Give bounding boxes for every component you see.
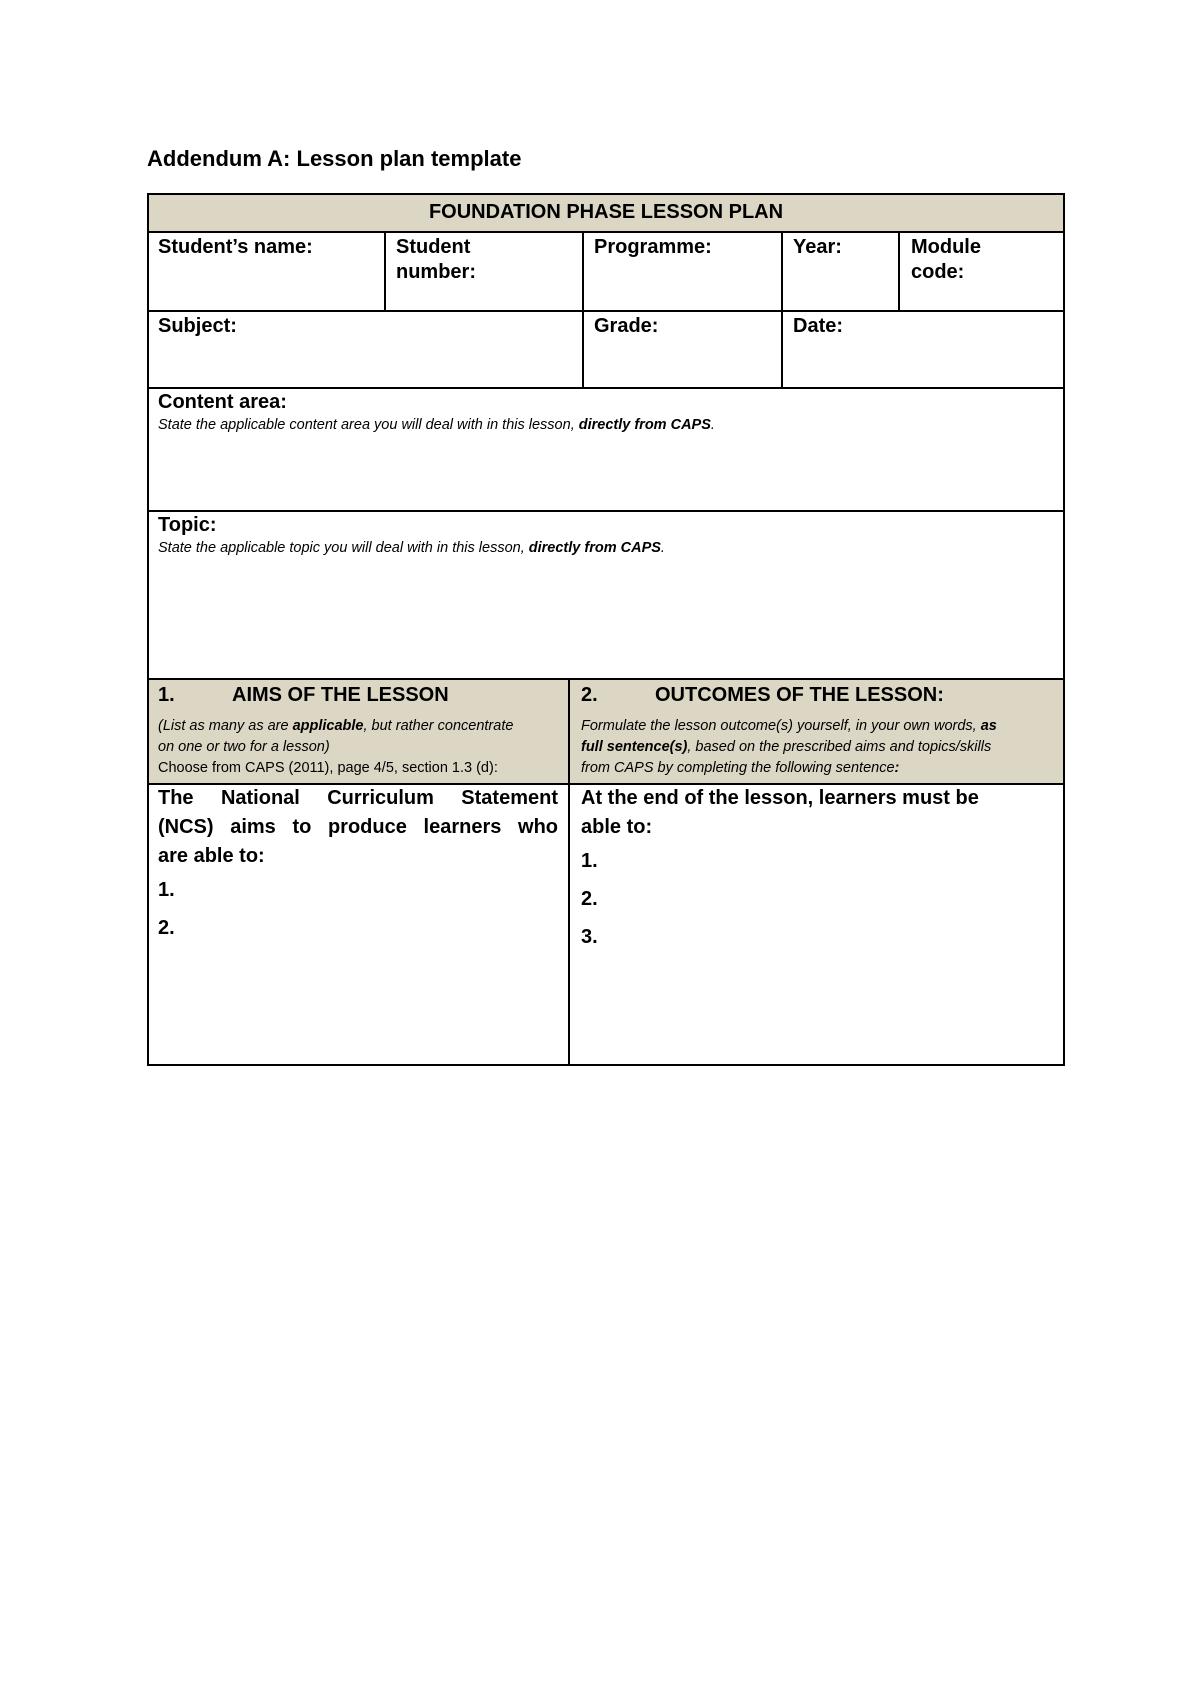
aims-number: 1. bbox=[158, 684, 175, 706]
outcomes-body[interactable] bbox=[581, 784, 1056, 956]
note-text: from CAPS by completing the following sentence bbox=[581, 760, 895, 776]
instruction-text: State the applicable topic you will deal with in this lesson, bbox=[158, 540, 529, 556]
divider bbox=[147, 310, 1065, 312]
aims-body-text: The National Curriculum Statement bbox=[158, 787, 558, 809]
note-text: , based on the prescribed aims and topics/skills bbox=[687, 739, 992, 755]
outcomes-body-text: able to: bbox=[581, 816, 653, 838]
note-text: (List as many as are bbox=[158, 718, 293, 734]
outcomes-heading-text: OUTCOMES OF THE LESSON: bbox=[655, 684, 944, 706]
aims-item[interactable]: 1. bbox=[158, 879, 175, 901]
note-text: on one or two for a lesson) bbox=[158, 739, 330, 755]
aims-body-text: are able to: bbox=[158, 845, 265, 867]
aims-note bbox=[158, 716, 561, 779]
outcomes-item[interactable]: 1. bbox=[581, 850, 598, 872]
topic-label: Topic: bbox=[158, 514, 217, 536]
table-header bbox=[149, 195, 1063, 231]
student-name-field[interactable]: Student’s name: bbox=[158, 236, 313, 258]
outcomes-item[interactable]: 3. bbox=[581, 926, 598, 948]
outcomes-number: 2. bbox=[581, 684, 598, 706]
divider bbox=[147, 231, 1065, 233]
note-emphasis: full sentence(s) bbox=[581, 739, 688, 755]
divider bbox=[384, 231, 386, 311]
instruction-emphasis: directly from CAPS bbox=[528, 540, 661, 556]
divider bbox=[898, 231, 900, 311]
outcomes-heading bbox=[581, 683, 944, 707]
aims-heading-text: AIMS OF THE LESSON bbox=[232, 684, 449, 706]
document-title: Addendum A: Lesson plan template bbox=[147, 146, 522, 171]
year-field[interactable]: Year: bbox=[793, 236, 842, 258]
outcomes-item[interactable]: 2. bbox=[581, 888, 598, 910]
aims-body[interactable] bbox=[158, 784, 558, 947]
module-code-label-line2: code: bbox=[911, 261, 965, 283]
outcomes-note bbox=[581, 716, 1056, 779]
table-header-title: FOUNDATION PHASE LESSON PLAN bbox=[428, 201, 784, 223]
topic-instruction bbox=[158, 538, 1053, 559]
note-text: Choose from CAPS (2011), page 4/5, section 1.3 (d): bbox=[158, 760, 498, 776]
student-number-field[interactable] bbox=[396, 235, 476, 285]
divider bbox=[147, 387, 1065, 389]
topic-field[interactable] bbox=[158, 513, 1053, 559]
grade-field[interactable]: Grade: bbox=[594, 315, 659, 337]
instruction-text: State the applicable content area you will deal with in this lesson, bbox=[158, 417, 579, 433]
subject-field[interactable]: Subject: bbox=[158, 315, 237, 337]
content-area-field[interactable] bbox=[158, 390, 1053, 436]
content-area-instruction bbox=[158, 415, 1053, 436]
instruction-emphasis: directly from CAPS bbox=[578, 417, 711, 433]
note-text: Formulate the lesson outcome(s) yourself, in your own words, bbox=[581, 718, 981, 734]
date-field[interactable]: Date: bbox=[793, 315, 844, 337]
note-emphasis: : bbox=[894, 760, 900, 776]
instruction-text: . bbox=[710, 417, 715, 433]
note-text: , but rather concentrate bbox=[363, 718, 514, 734]
module-code-field[interactable] bbox=[911, 235, 981, 285]
aims-body-text: (NCS) aims to produce learners who bbox=[158, 816, 558, 838]
note-emphasis: as bbox=[980, 718, 997, 734]
note-emphasis: applicable bbox=[292, 718, 364, 734]
programme-field[interactable]: Programme: bbox=[594, 236, 712, 258]
divider bbox=[568, 678, 570, 1065]
student-number-label-line1: Student bbox=[396, 236, 471, 258]
outcomes-body-text: At the end of the lesson, learners must be bbox=[581, 787, 979, 809]
student-number-label-line2: number: bbox=[396, 261, 476, 283]
module-code-label-line1: Module bbox=[911, 236, 981, 258]
aims-item[interactable]: 2. bbox=[158, 917, 175, 939]
aims-heading bbox=[158, 683, 449, 707]
instruction-text: . bbox=[660, 540, 665, 556]
content-area-label: Content area: bbox=[158, 391, 287, 413]
divider bbox=[147, 510, 1065, 512]
